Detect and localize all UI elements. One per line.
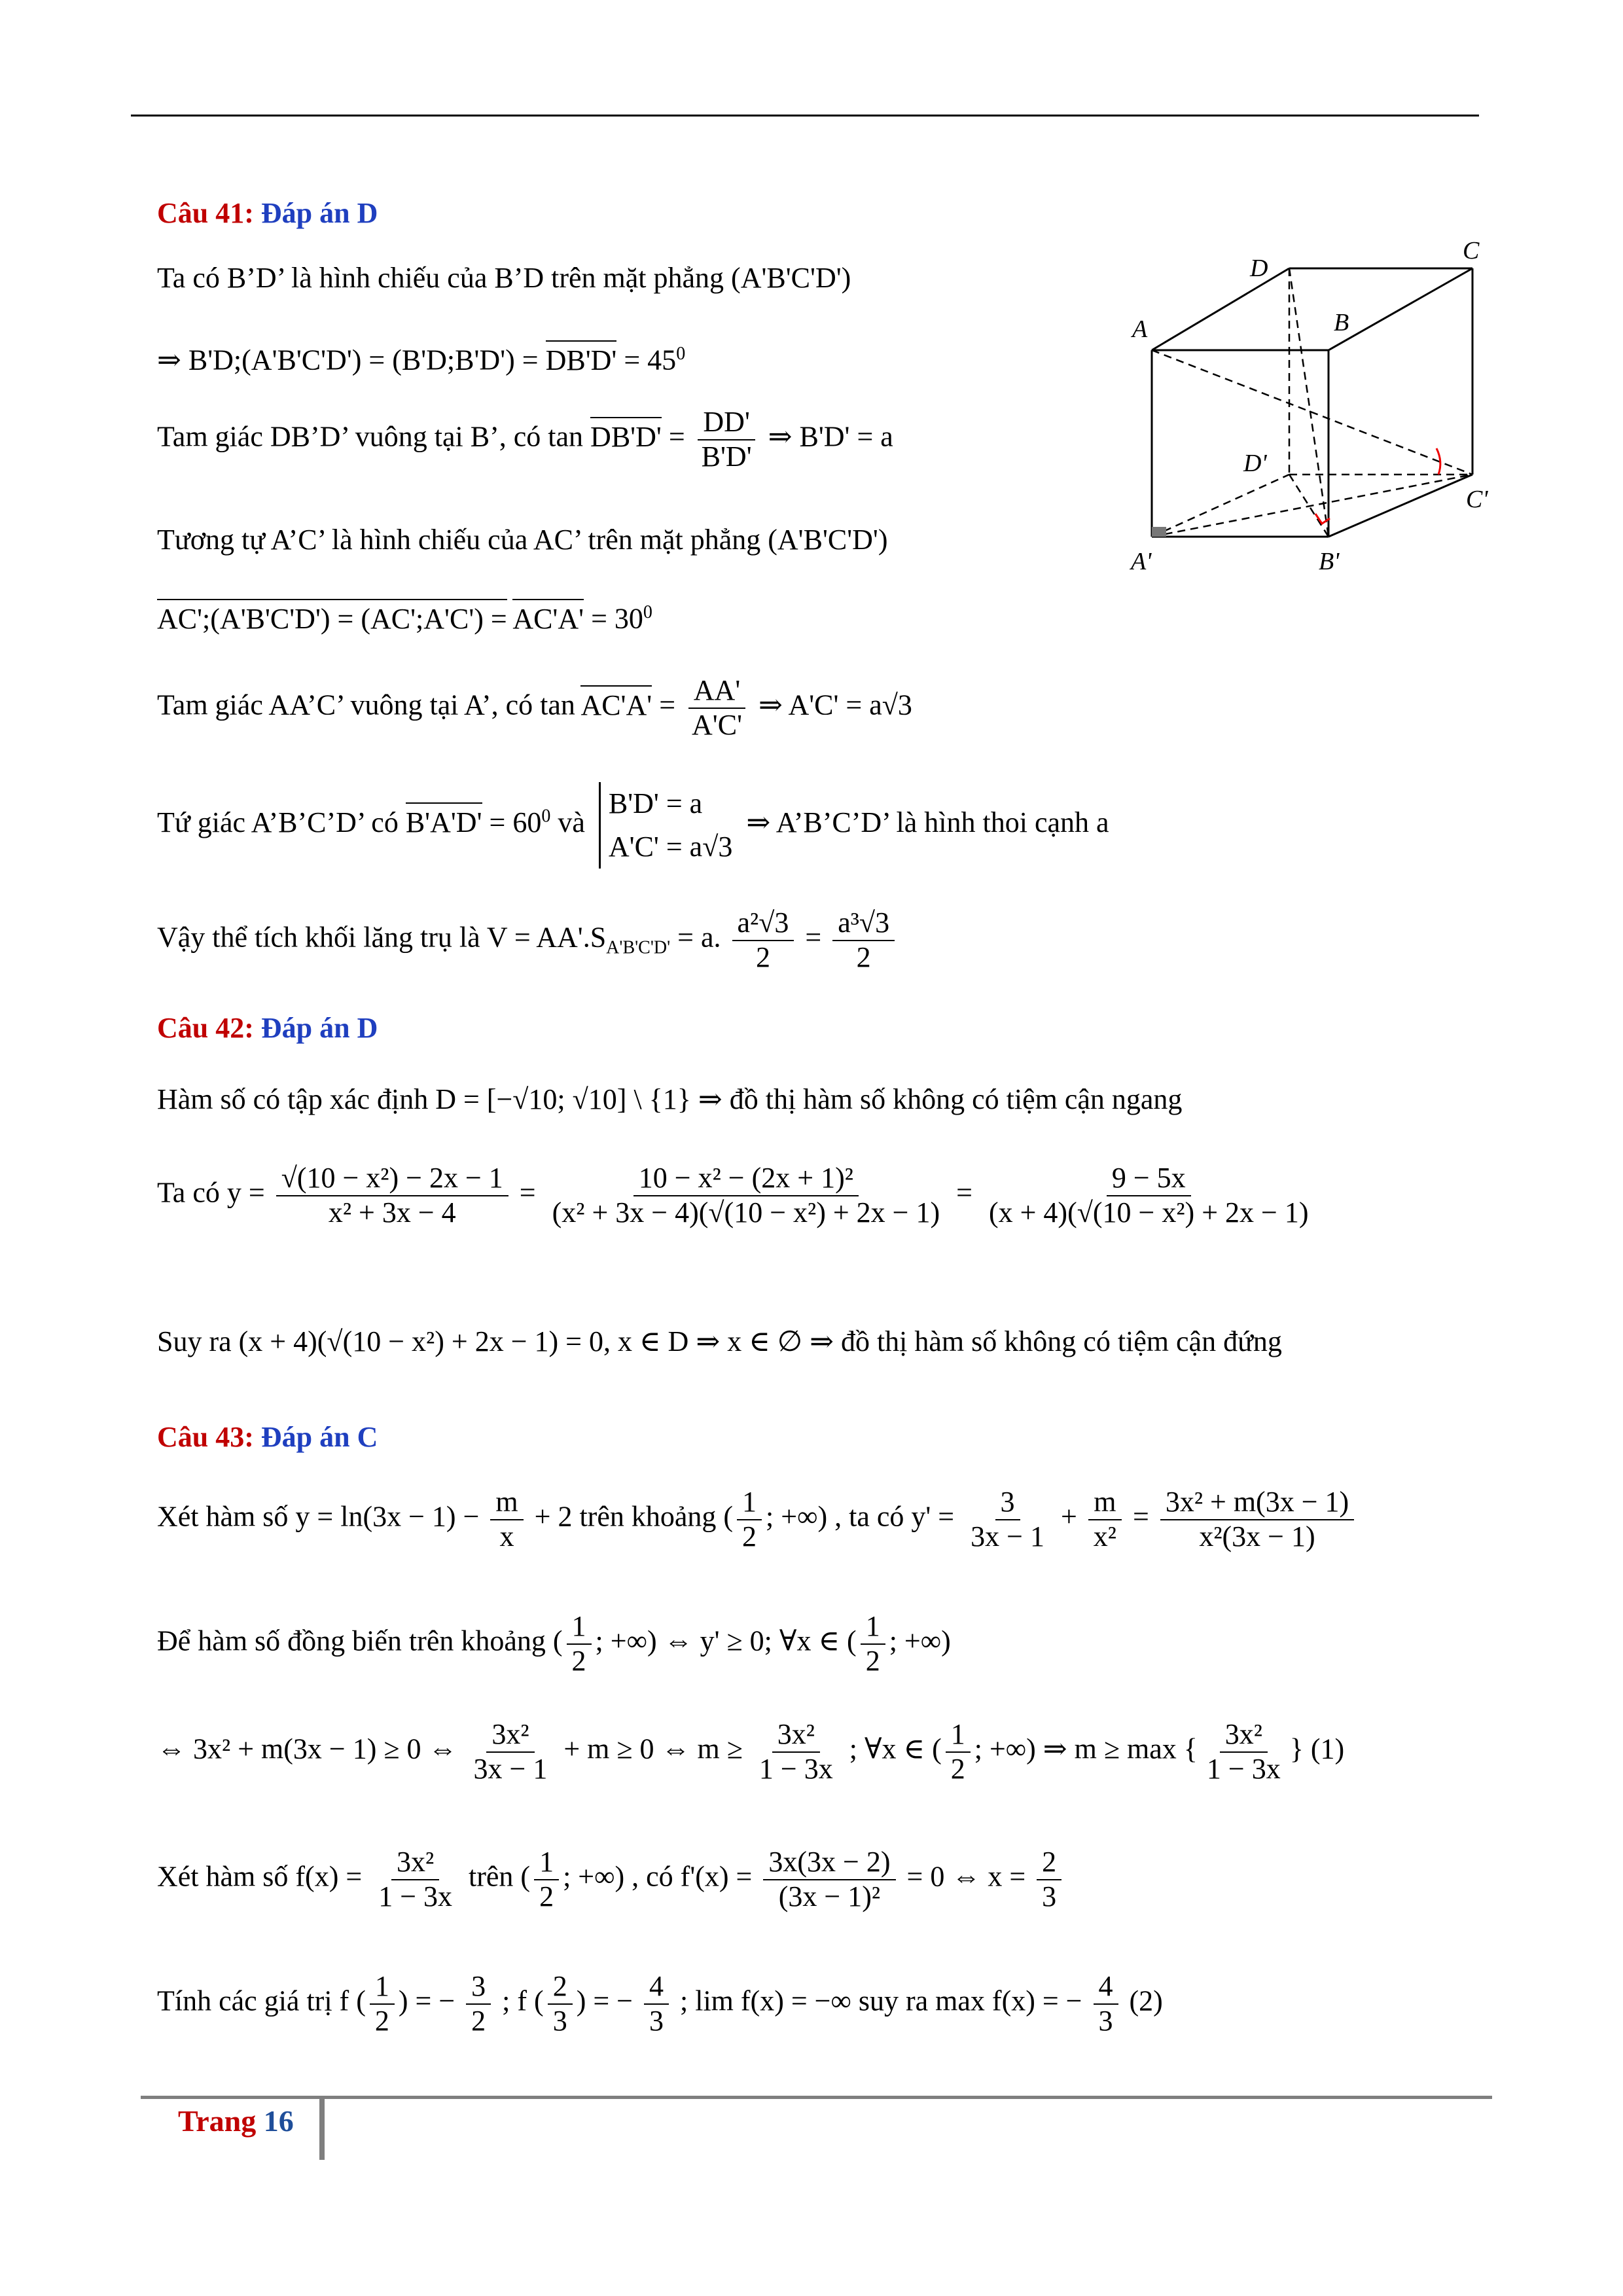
label-C: C <box>1463 237 1480 264</box>
label-C1: C' <box>1466 486 1488 513</box>
q42-header: Câu 42: Đáp án D <box>157 1012 378 1044</box>
q42-frac3: $\frac{9 - 5x}{\text{(x + 4)(√(10 − x²) + 2x − 1)}}$ <box>988 1162 1309 1229</box>
q41-line1: Ta có B’D’ là hình chiếu của B’D trên mặt phẳng (A'B'C'D') <box>157 262 851 294</box>
q41-line5: AC';(A'B'C'D') = (AC';A'C') = $AC'A' = 30^0$ <box>157 602 652 636</box>
q41-tan-fraction: $\frac{DD'}{B'D'}$ <box>696 406 757 473</box>
q41-line2: ⇒ B'D;(A'B'C'D') = (B'D;B'D') = $DB'D' = 45^0$ <box>157 344 685 377</box>
edge-A1D1 <box>1152 475 1289 537</box>
diag-A1C1 <box>1152 475 1472 537</box>
edge-BC <box>1329 268 1472 350</box>
label-D: D <box>1250 255 1268 282</box>
label-B1: B' <box>1319 548 1340 575</box>
header-rule <box>131 115 1479 117</box>
q41-vol-frac1: $\frac{\text{a²√3}}{2}$ <box>732 906 794 974</box>
label-A: A <box>1132 315 1148 343</box>
right-angle-mark <box>1152 527 1166 537</box>
q41-line8: Vậy thể tích khối lăng trụ là $V = AA'.S_{A'B'C'D'} = a$. $\frac{\text{a²√3}}{2}$ = $\frac{\text{a³√3}}{2}$ <box>157 906 899 974</box>
diag-DB1 <box>1289 268 1329 537</box>
footer-divider <box>319 2096 325 2160</box>
q43-line1: Xét hàm số y = ln(3x − 1) − $\frac{m}{x}$ + 2 trên khoảng ( $\frac{1}{2}$ ; +∞) , ta có y' = $\frac{3}{3x - 1}$ + $\frac{m}{\text{x²}}$ = $\frac{\text{3x² + m(3x − 1)}}{\text{x²(3x − 1)}}$ <box>157 1486 1358 1553</box>
q42-line2: Ta có y = $\frac{\text{√(10 − x²) − 2x − 1}}{\text{x² + 3x − 4}}$ = $\frac{\text{10 − x² − (2x + 1)²}}{\text{(x² + 3x − 4)(√(10 − x²) + 2x − 1)}}$ = $\frac{9 - 5x}{\text{(x + 4)(√(10 − x²) + 2x − 1)}}$ <box>157 1162 1317 1229</box>
q42-frac2: $\frac{\text{10 − x² − (2x + 1)²}}{\text{(x² + 3x − 4)(√(10 − x²) + 2x − 1)}}$ <box>552 1162 940 1229</box>
edge-B1C1 <box>1329 475 1472 537</box>
prism-figure <box>1126 236 1492 589</box>
q41-vol-frac2: $\frac{\text{a³√3}}{2}$ <box>832 906 895 974</box>
label-D1: D' <box>1243 450 1267 477</box>
diag-AC1 <box>1152 350 1472 475</box>
edge-AD <box>1152 268 1289 350</box>
q41-system: B'D' = a A'C' = a√3 <box>599 782 732 869</box>
label-A1: A' <box>1131 548 1152 575</box>
footer-rule <box>141 2096 1492 2099</box>
q41-line7: Tứ giác A’B’C’D’ có $B'A'D' = 60^0$ và B'D' = a A'C' = a√3 ⇒ A’B’C’D’ là hình thoi cạnh a <box>157 782 1109 869</box>
q43-header: Câu 43: Đáp án C <box>157 1421 378 1453</box>
q41-line6: Tam giác AA’C’ vuông tại A’, có tan AC'A' = $\frac{AA'}{A'C'}$ ⇒ A'C' = a√3 <box>157 674 912 741</box>
q43-line3: ⇔ 3x² + m(3x − 1) ≥ 0 ⇔ $\frac{\text{3x²}}{3x - 1}$ + m ≥ 0 ⇔ m ≥ $\frac{\text{3x²}}{1 - 3x}$ ; ∀x ∈ ( $\frac{1}{2}$ ; +∞) ⇒ m ≥ max { $\frac{\text{3x²}}{1 - 3x}$ } (1) <box>157 1718 1345 1785</box>
q42-line1: Hàm số có tập xác định D = [−√10; √10] \ {1} ⇒ đồ thị hàm số không có tiệm cận ngang <box>157 1083 1183 1115</box>
q41-line3: Tam giác DB’D’ vuông tại B’, có tan DB'D' = $\frac{DD'}{B'D'}$ ⇒ B'D' = a <box>157 406 893 473</box>
label-B: B <box>1334 309 1349 336</box>
q42-line3: Suy ra (x + 4)(√(10 − x²) + 2x − 1) = 0, x ∈ D ⇒ x ∈ ∅ ⇒ đồ thị hàm số không có tiệm cận đứng <box>157 1325 1282 1357</box>
q43-line2: Để hàm số đồng biến trên khoảng ( $\frac{1}{2}$ ; +∞) ⇔ y' ≥ 0; ∀x ∈ ( $\frac{1}{2}$ ; +∞) <box>157 1610 951 1677</box>
q42-frac1: $\frac{\text{√(10 − x²) − 2x − 1}}{\text{x² + 3x − 4}}$ <box>276 1162 508 1229</box>
q41-line4: Tương tự A’C’ là hình chiếu của AC’ trên mặt phẳng (A'B'C'D') <box>157 524 888 556</box>
page-number: Trang 16 <box>178 2104 294 2138</box>
q41-header: Câu 41: Đáp án D <box>157 197 378 229</box>
q41-tan2-fraction: $\frac{AA'}{A'C'}$ <box>687 674 747 742</box>
q43-line5: Tính các giá trị f ( $\frac{1}{2}$ ) = − $\frac{3}{2}$ ; f ( $\frac{2}{3}$ ) = − $\frac{4}{3}$ ; lim f(x) = −∞ suy ra max f(x) = − $\frac{4}{3}$ (2) <box>157 1970 1163 2037</box>
q43-line4: Xét hàm số f(x) = $\frac{\text{3x²}}{1 - 3x}$ trên ( $\frac{1}{2}$ ; +∞) , có f'(x) = $\frac{3x(3x - 2)}{\text{(3x − 1)²}}$ = 0 ⇔ x = $\frac{2}{3}$ <box>157 1846 1065 1913</box>
